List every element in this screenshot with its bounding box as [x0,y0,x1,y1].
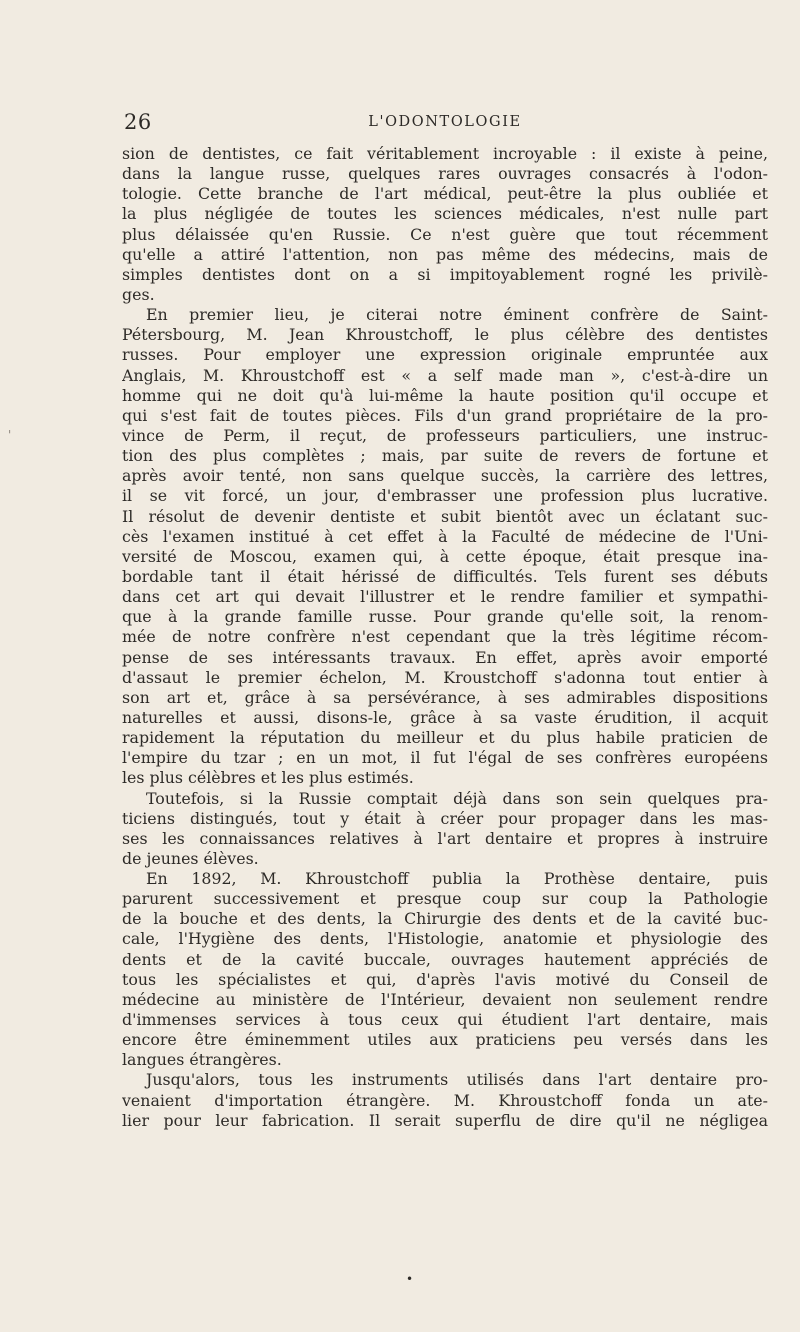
footer-mark: • [406,1272,414,1286]
text-line: qu'elle a attiré l'attention, non pas même des médecins, mais de [122,244,768,264]
text-line: sion de dentistes, ce fait véritablement incroyable : il existe à peine, [122,144,768,163]
margin-mark: ' [8,428,12,442]
text-line: Anglais, M. Khroustchoff est « a self made man », c'est-à-dire un [122,365,768,385]
text-line: encore être éminemment utiles aux praticiens peu versés dans les [122,1030,768,1050]
text-line: Jusqu'alors, tous les instruments utilisés dans l'art dentaire pro- [146,1070,768,1090]
text-line: de la bouche et des dents, la Chirurgie des dents et de la cavité buc- [122,909,768,929]
text-line: plus délaissée qu'en Russie. Ce n'est guère que tout récemment [122,224,768,244]
text-line: naturelles et aussi, disons-le, grâce à sa vaste érudition, il acquit [122,707,768,727]
text-line: il se vit forcé, un jour, d'embrasser une profession plus lucrative. [122,486,768,506]
text-line: En premier lieu, je citerai notre éminent confrère de Saint- [146,305,768,325]
text-line: pense de ses intéressants travaux. En effet, après avoir emporté [122,647,768,667]
text-line: dans cet art qui devait l'illustrer et le rendre familier et sympathi- [122,587,768,607]
text-line: de jeunes élèves. [122,848,259,868]
body-text [122,144,768,1131]
text-line: tous les spécialistes et qui, d'après l'avis motivé du Conseil de [122,969,768,989]
text-line: langues étrangères. [122,1050,282,1070]
text-line: ticiens distingués, tout y était à créer pour propager dans les mas- [122,808,768,828]
page-header [122,110,768,138]
text-line: Il résolut de devenir dentiste et subit bientôt avec un éclatant suc- [122,506,768,526]
text-line: homme qui ne doit qu'à lui-même la haute position qu'il occupe et [122,385,768,405]
text-line: tion des plus complètes ; mais, par suite de revers de fortune et [122,446,768,466]
text-line: russes. Pour employer une expression originale empruntée aux [122,345,768,365]
running-title: L'ODONTOLOGIE [368,114,522,130]
text-line: ses les connaissances relatives à l'art dentaire et propres à instruire [122,828,768,848]
text-line: tologie. Cette branche de l'art médical, peut-être la plus oubliée et [122,184,768,204]
text-line: bordable tant il était hérissé de difficultés. Tels furent ses débuts [122,566,768,586]
text-line: lier pour leur fabrication. Il serait superflu de dire qu'il ne négligea [122,1110,768,1130]
text-line: les plus célèbres et les plus estimés. [122,768,414,788]
text-line: Pétersbourg, M. Jean Khroustchoff, le plus célèbre des dentistes [122,325,768,345]
text-line: que à la grande famille russe. Pour grande qu'elle soit, la renom- [122,607,768,627]
text-line: dans la langue russe, quelques rares ouvrages consacrés à l'odon- [122,164,768,184]
text-line: l'empire du tzar ; en un mot, il fut l'égal de ses confrères européens [122,748,768,768]
text-line: cès l'examen institué à cet effet à la Faculté de médecine de l'Uni- [122,526,768,546]
text-line: rapidement la réputation du meilleur et du plus habile praticien de [122,728,768,748]
text-line: d'immenses services à tous ceux qui étudient l'art dentaire, mais [122,1010,768,1030]
text-line: après avoir tenté, non sans quelque succès, la carrière des lettres, [122,466,768,486]
text-line: parurent successivement et presque coup sur coup la Pathologie [122,889,768,909]
page-number: 26 [124,110,152,134]
text-line: médecine au ministère de l'Intérieur, devaient non seulement rendre [122,989,768,1009]
text-line: En 1892, M. Khroustchoff publia la Prothèse dentaire, puis [146,869,768,889]
text-line: venaient d'importation étrangère. M. Khroustchoff fonda un ate- [122,1090,768,1110]
text-line: son art et, grâce à sa persévérance, à ses admirables dispositions [122,687,768,707]
text-line: simples dentistes dont on a si impitoyablement rogné les privilè- [122,264,768,284]
text-line: la plus négligée de toutes les sciences médicales, n'est nulle part [122,204,768,224]
text-line: cale, l'Hygiène des dents, l'Histologie, anatomie et physiologie des [122,929,768,949]
text-line: qui s'est fait de toutes pièces. Fils d'un grand propriétaire de la pro- [122,405,768,425]
text-line: ges. [122,284,155,304]
text-line: vince de Perm, il reçut, de professeurs particuliers, une instruc- [122,425,768,445]
text-line: versité de Moscou, examen qui, à cette époque, était presque ina- [122,546,768,566]
text-line: dents et de la cavité buccale, ouvrages hautement appréciés de [122,949,768,969]
text-line: mée de notre confrère n'est cependant que la très légitime récom- [122,627,768,647]
text-line: d'assaut le premier échelon, M. Kroustchoff s'adonna tout entier à [122,667,768,687]
text-line: Toutefois, si la Russie comptait déjà dans son sein quelques pra- [146,788,768,808]
